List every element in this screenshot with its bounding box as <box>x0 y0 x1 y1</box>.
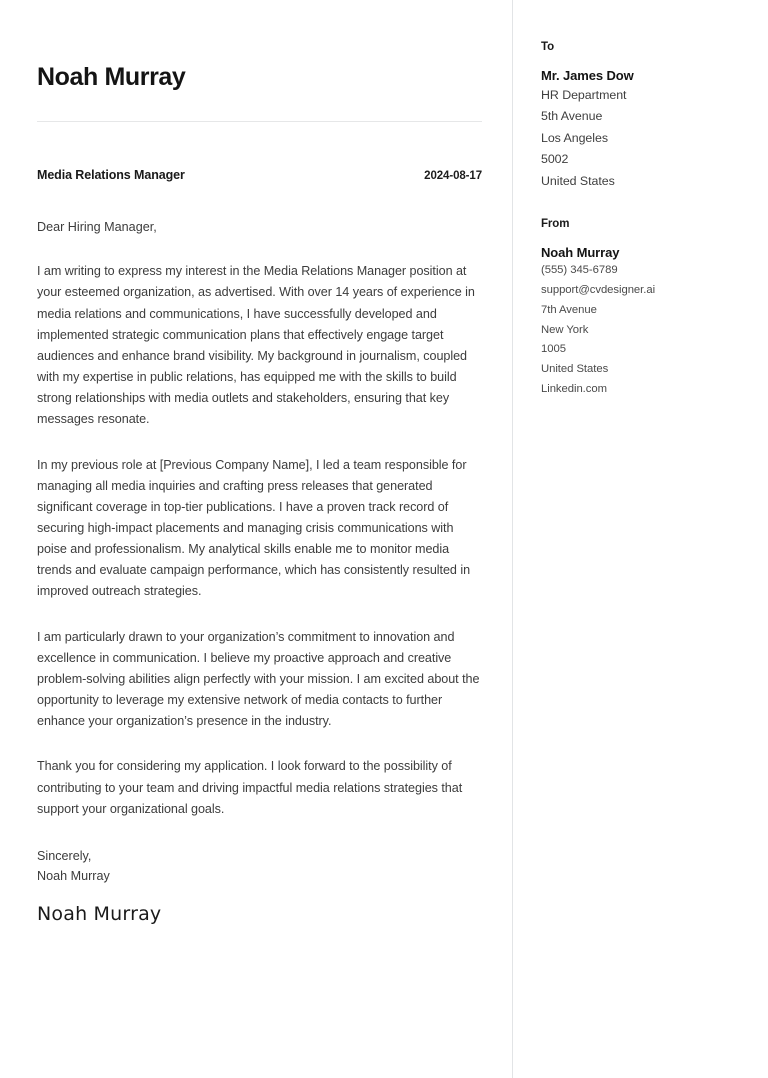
closing-block <box>37 846 482 886</box>
signature: Noah Murray <box>37 903 162 926</box>
address-line: 5th Avenue <box>541 109 603 124</box>
address-line: 1005 <box>541 343 566 356</box>
address-line: United States <box>541 363 609 376</box>
body-paragraph: I am writing to express my interest in the Media Relations Manager position at your esteemed organization, as advertised. With over 14 years of experience in media relations and communications, I have successfully developed and implemented strategic communication plans that effectively engage target audiences and enhance brand visibility. My background in journalism, coupled with my expertise in public relations, has equipped me with the skills to build strong relationships with media outlets and stakeholders, ensuring that key messages resonate. <box>37 264 475 427</box>
job-title: Media Relations Manager <box>37 167 185 182</box>
body-paragraph: I am particularly drawn to your organization’s commitment to innovation and excellence in communication. I believe my proactive approach and creative problem-solving abilities align perfectly with your mission. I am excited about the opportunity to leverage my extensive network of media contacts to further enhance your organization’s presence in the industry. <box>37 629 480 729</box>
body-paragraph: Thank you for considering my application. I look forward to the possibility of contributing to your team and driving impactful media relations strategies that support your organizational goals. <box>37 759 463 816</box>
salutation: Dear Hiring Manager, <box>37 219 157 234</box>
from-block-label: From <box>541 218 570 231</box>
recipient-name: Mr. James Dow <box>541 68 634 83</box>
closing-name: Noah Murray <box>37 869 110 883</box>
sender-contact-details <box>541 261 741 399</box>
page-title: Noah Murray <box>37 63 186 91</box>
closing-salutation: Sincerely, <box>37 848 92 863</box>
to-block-label: To <box>541 41 554 53</box>
website-line: Linkedin.com <box>541 382 607 395</box>
body-paragraph: In my previous role at [Previous Company Name], I led a team responsible for managing all media inquiries and crafting press releases that generated significant coverage in top-tier publications. I have a proven track record of securing high-impact placements and managing crisis communications with poise and professionalism. My analytical skills enable me to monitor media trends and evaluate campaign performance, which has consistently resulted in improved outreach strategies. <box>37 457 471 599</box>
sender-contact-name: Noah Murray <box>541 245 620 261</box>
address-line: HR Department <box>541 88 627 102</box>
letter-body-column <box>37 0 482 924</box>
address-line: New York <box>541 323 589 336</box>
column-divider <box>512 0 513 1078</box>
header-divider-rule <box>37 121 482 122</box>
contact-sidebar-column <box>541 0 741 400</box>
address-line: 5002 <box>541 152 569 167</box>
address-line: Los Angeles <box>541 130 608 145</box>
subject-row <box>37 168 482 182</box>
recipient-address <box>541 85 741 192</box>
letter-date: 2024-08-17 <box>424 169 482 182</box>
phone-line: (555) 345-6789 <box>541 264 618 277</box>
address-line: 7th Avenue <box>541 303 597 316</box>
email-line: support@cvdesigner.ai <box>541 284 656 297</box>
address-line: United States <box>541 173 615 188</box>
